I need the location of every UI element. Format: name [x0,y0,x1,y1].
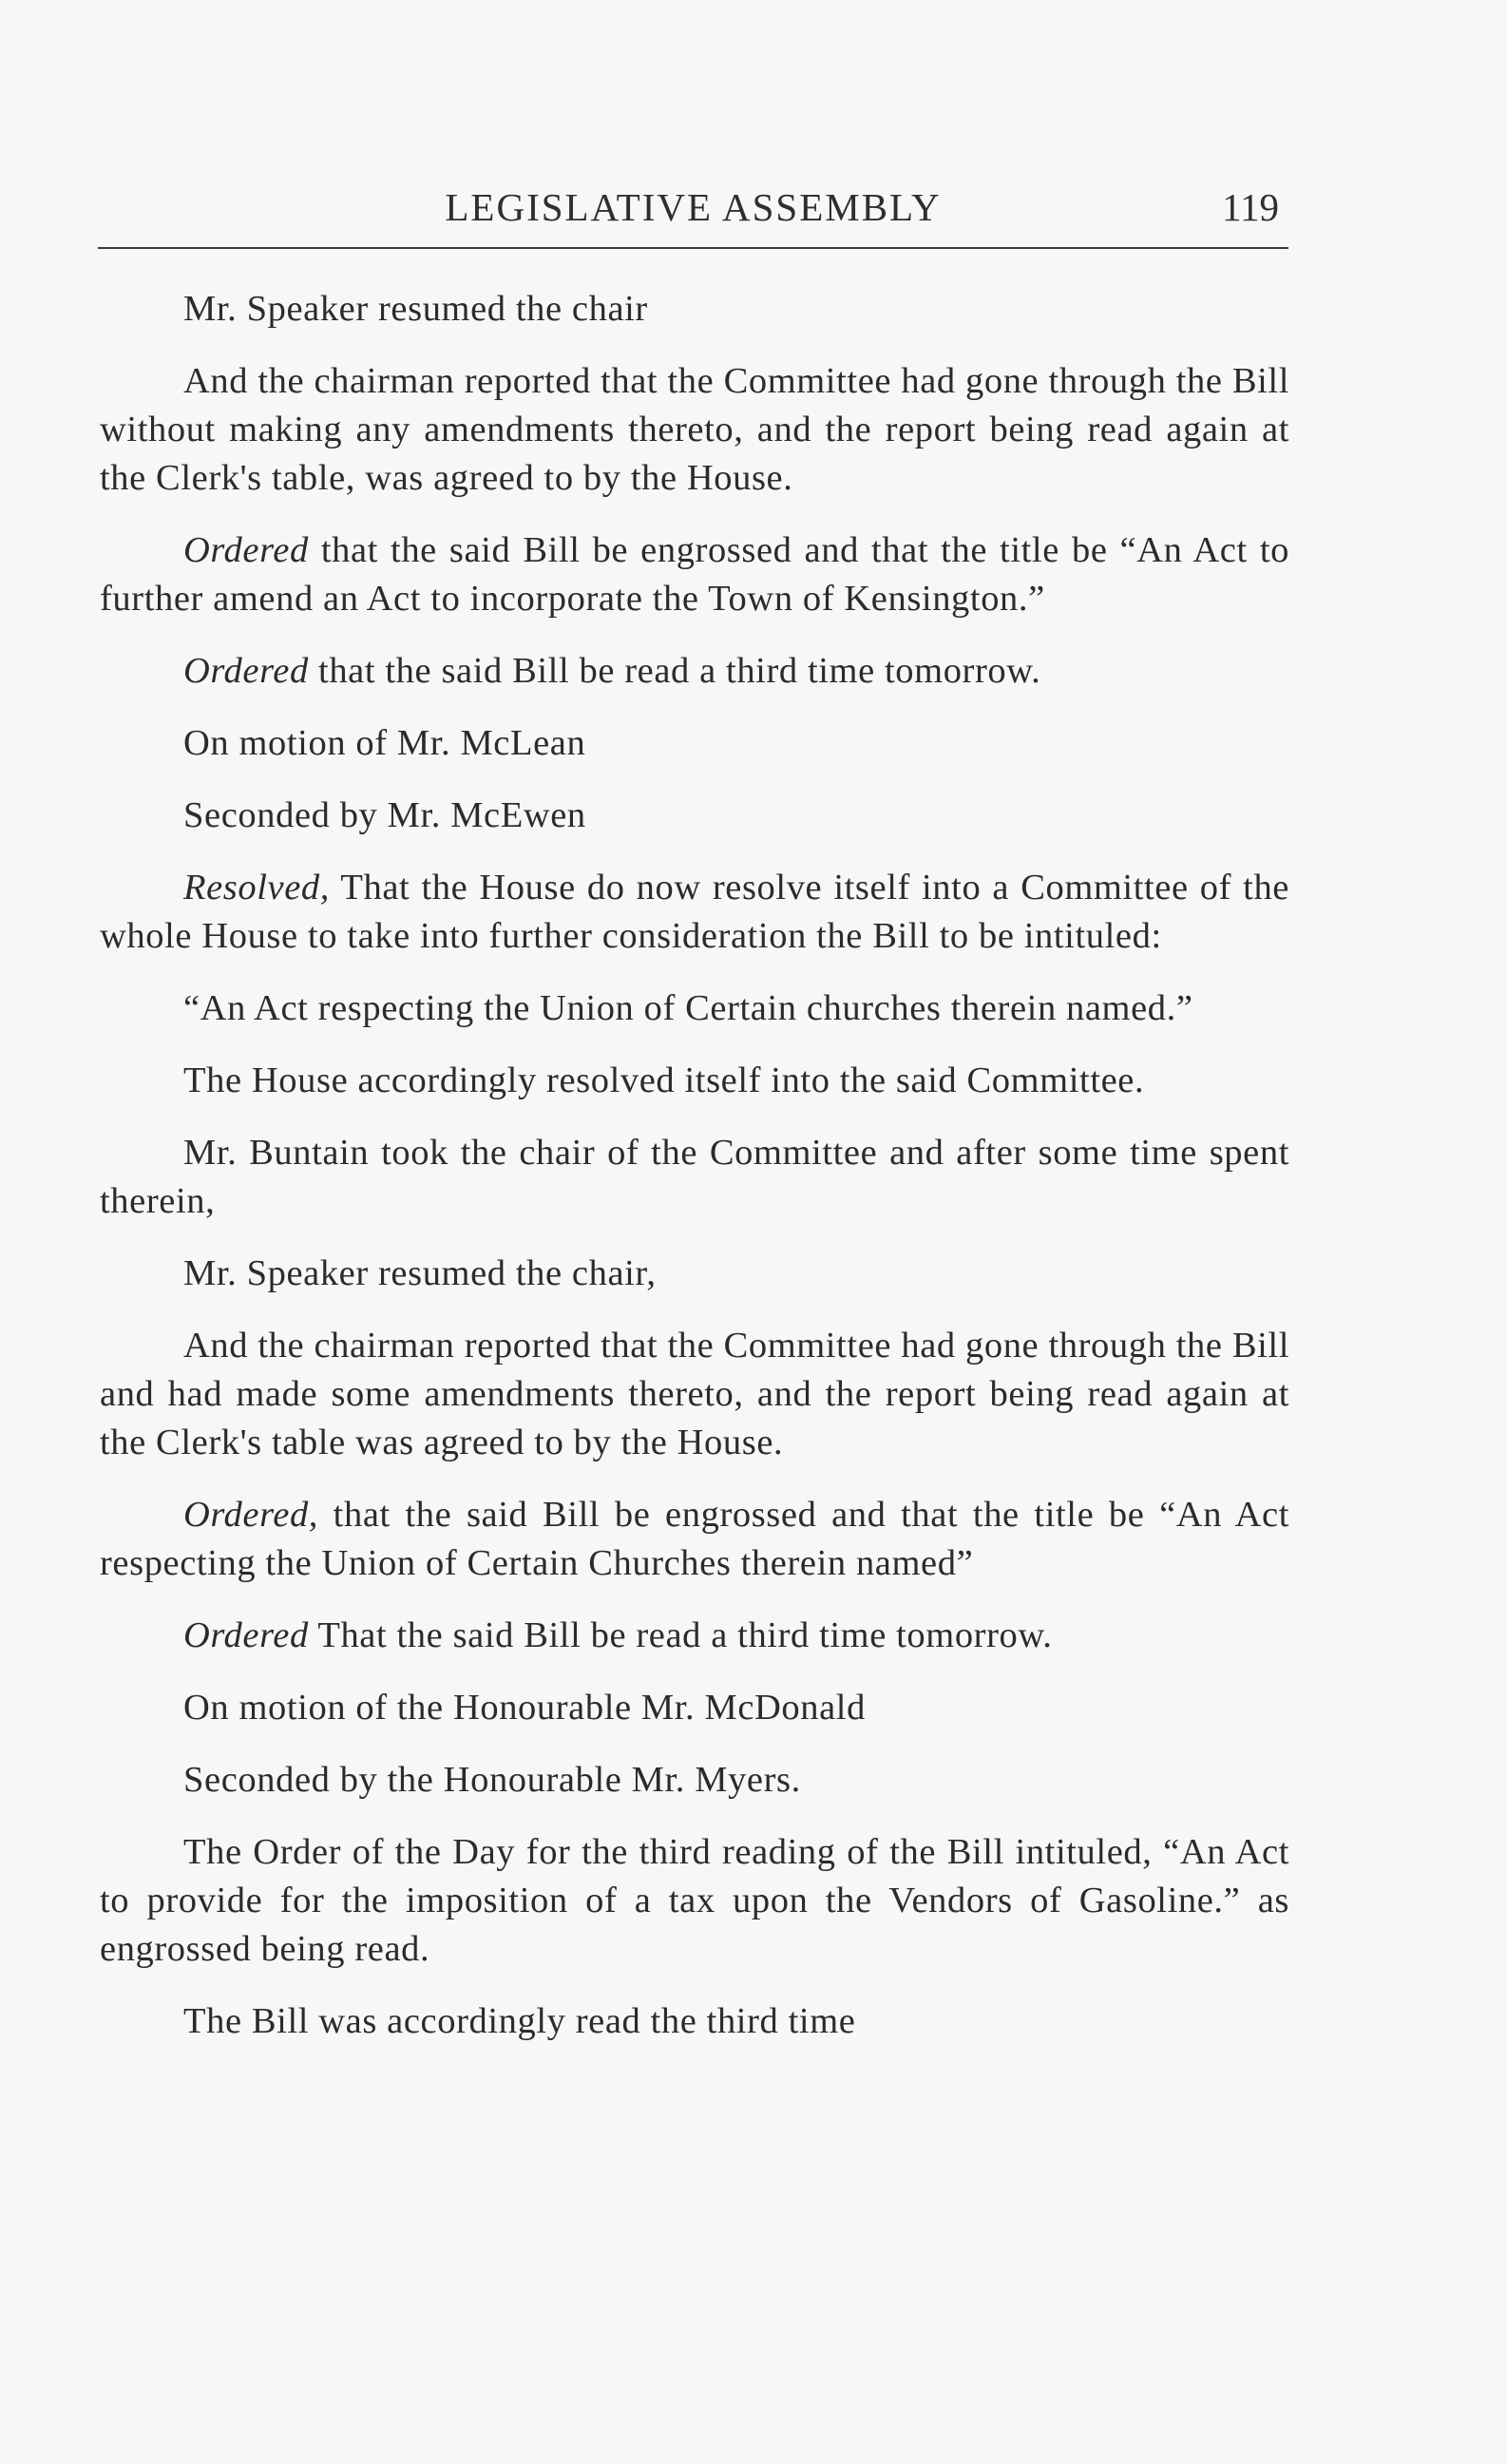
paragraph [100,792,1289,840]
paragraph [100,1828,1289,1974]
page-number: 119 [1222,185,1279,229]
paragraph-text: that the said Bill be engrossed and that the title be “An Act to further amend an Act to incorporate the Town of Kensington.” [100,530,1289,619]
paragraph [100,1250,1289,1298]
italic-lead: Ordered [183,1615,309,1655]
paragraph [100,1057,1289,1105]
paragraph-text: Mr. Speaker resumed the chair, [183,1253,657,1293]
paragraph-text: Seconded by the Honourable Mr. Myers. [183,1760,801,1800]
paragraph [100,647,1289,696]
paragraph-text: Mr. Buntain took the chair of the Committee and after some time spent therein, [100,1133,1289,1221]
paragraph-text: And the chairman reported that the Committee had gone through the Bill and had made some amendments thereto, and the report being read again at the Clerk's table was agreed to by the House. [100,1326,1289,1462]
paragraph [100,526,1289,623]
paragraph-text: that the said Bill be engrossed and that the title be “An Act respecting the Union of Certain Churches therein named” [100,1495,1289,1583]
paragraph [100,1684,1289,1732]
paragraph-text: Seconded by Mr. McEwen [183,795,586,835]
paragraph [100,357,1289,503]
paragraph [100,719,1289,768]
paragraph [100,1322,1289,1467]
running-title: LEGISLATIVE ASSEMBLY [445,185,942,229]
paragraph [100,1491,1289,1588]
paragraph-text: The Order of the Day for the third reading of the Bill intituled, “An Act to provide for the imposition of a tax upon the Vendors of Gasoline.” as engrossed being read. [100,1832,1289,1969]
italic-lead: Ordered [183,530,309,570]
paragraph-text: that the said Bill be read a third time tomorrow. [308,651,1041,691]
page-header [98,181,1288,249]
paragraph-text: That the House do now resolve itself into a Committee of the whole House to take into further consideration the Bill to be intituled: [100,868,1289,956]
italic-lead: Ordered, [183,1495,319,1535]
italic-lead: Ordered [183,651,309,691]
paragraph-text: That the said Bill be read a third time tomorrow. [308,1615,1053,1655]
journal-body [100,285,1289,2070]
paragraph-text: The Bill was accordingly read the third time [183,2001,856,2041]
paragraph [100,1612,1289,1660]
paragraph [100,1997,1289,2046]
paragraph [100,285,1289,334]
paragraph-text: And the chairman reported that the Committee had gone through the Bill without making any amendments thereto, and the report being read again at the Clerk's table, was agreed to by the House. [100,361,1289,498]
paragraph [100,1129,1289,1226]
paragraph-text: Mr. Speaker resumed the chair [183,289,648,329]
paragraph [100,864,1289,961]
italic-lead: Resolved, [183,868,330,907]
paragraph-text: On motion of Mr. McLean [183,723,586,763]
paragraph [100,984,1289,1033]
paragraph [100,1756,1289,1805]
paragraph-text: On motion of the Honourable Mr. McDonald [183,1688,866,1728]
paragraph-text: “An Act respecting the Union of Certain churches therein named.” [183,988,1193,1028]
paragraph-text: The House accordingly resolved itself into the said Committee. [183,1060,1145,1100]
